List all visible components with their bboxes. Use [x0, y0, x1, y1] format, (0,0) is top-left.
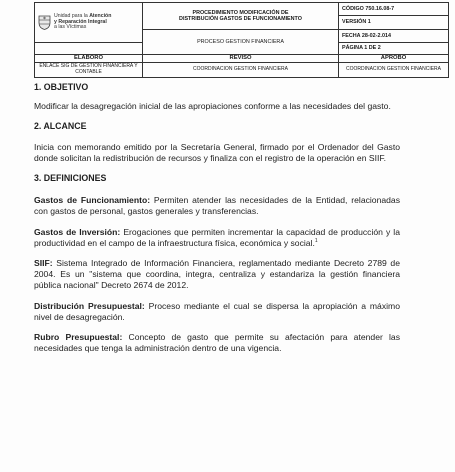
- coat-of-arms-icon: [38, 15, 51, 30]
- signature-header-reviso: REVISÓ: [143, 55, 339, 63]
- definition-item: SIIF: Sistema Integrado de Información Financiera, reglamentado mediante Decreto 2789 de 2004. Es un "sistema que coordina, integra, centraliza y estandariza la gestión financiera pública nacional" Decreto 2674 de 2012.: [34, 258, 400, 291]
- document-date: FECHA 28-02-2.014: [339, 30, 449, 43]
- signature-value-reviso: COORDINACION GESTION FINANCIERA: [143, 63, 339, 78]
- section-heading-objetivo: 1. OBJETIVO: [34, 82, 89, 92]
- objetivo-text: Modificar la desagregación inicial de las apropiaciones conforme a las necesidades del gasto.: [34, 101, 391, 112]
- definition-item: Distribución Presupuestal: Proceso mediante el cual se dispersa la apropiación a máximo nivel de desagregación.: [34, 300, 400, 322]
- process-name: PROCESO GESTION FINANCIERA: [143, 30, 339, 55]
- page-number: PÁGINA 1 DE 2: [339, 43, 449, 55]
- document-version: VERSIÓN 1: [339, 16, 449, 30]
- footnote-marker: 1: [314, 237, 318, 244]
- signature-value-aprobo: COORDINACION GESTION FINANCIERA: [339, 63, 449, 78]
- document-title: PROCEDIMIENTO MODIFICACIÓN DE DISTRIBUCIÓN GASTOS DE FUNCIONAMIENTO: [143, 3, 339, 30]
- document-header: [34, 2, 449, 78]
- signature-value-elaboro: ENLACE SIG DE GESTION FINANCIERA Y CONTABLE: [35, 63, 143, 78]
- alcance-text: Inicia con memorando emitido por la Secretaría General, firmado por el Ordenador del Gasto donde solicitan la redistribución de recursos y finaliza con el registro de la operación en SIIF.: [34, 141, 400, 163]
- document-code: CÓDIGO 750.16.08-7: [339, 3, 449, 16]
- entity-name: Unidad para la Atención y Reparación Integral a las Víctimas: [54, 12, 112, 31]
- definition-item: Rubro Presupuestal: Concepto de gasto que permite su afectación para atender las necesidades que tenga la administración dentro de una vigencia.: [34, 332, 400, 354]
- logo-cell: [35, 3, 143, 43]
- definition-item: Gastos de Funcionamiento: Permiten atender las necesidades de la Entidad, relacionadas con gastos de personal, gastos generales y transferencias.: [34, 195, 401, 217]
- document-body: [34, 82, 400, 354]
- section-heading-definiciones: 3. DEFINICIONES: [34, 173, 107, 184]
- signature-header-aprobo: APROBÓ: [339, 55, 449, 63]
- section-heading-alcance: 2. ALCANCE: [34, 121, 87, 132]
- signature-header-elaboro: ELABORÓ: [35, 55, 143, 63]
- definition-item: Gastos de Inversión: Erogaciones que permiten incrementar la capacidad de producción y la productividad en el campo de la infraestructura física, económica y social.$^1$: [34, 226, 400, 248]
